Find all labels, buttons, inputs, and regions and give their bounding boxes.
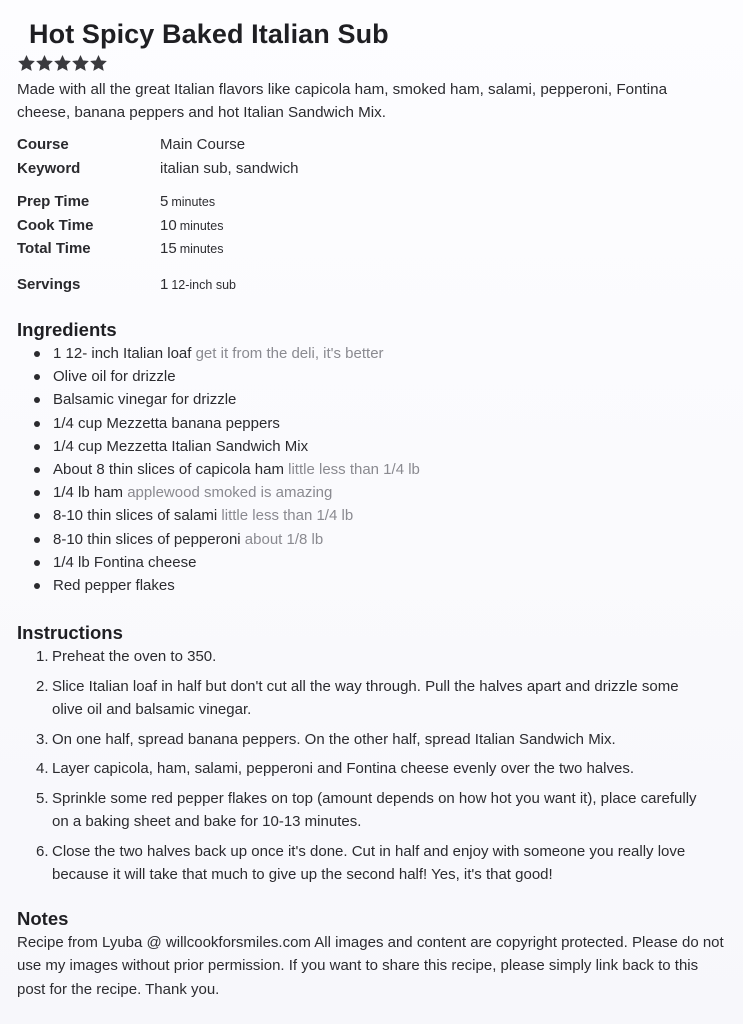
course-value: Main Course <box>160 136 246 153</box>
star-icon <box>72 55 89 72</box>
total-time-unit: minutes <box>179 242 224 256</box>
ingredient-text: 1/4 lb ham <box>53 484 124 502</box>
prep-time-value: 5 <box>160 193 169 210</box>
star-icon <box>90 55 107 72</box>
ingredient-item <box>33 574 729 597</box>
course-label: Course <box>17 136 69 153</box>
notes-text: Recipe from Lyuba @ willcookforsmiles.com All images and content are copyright protected. Please do not use my images without prior permission. If you want to share this recipe, please simply link back to this post for the recipe. Thank you. <box>17 933 724 998</box>
ingredient-item <box>33 551 729 574</box>
notes-heading: Notes <box>17 907 69 929</box>
star-icon <box>36 55 53 72</box>
meta-course <box>17 133 729 157</box>
ingredient-note: little less than 1/4 lb <box>288 460 420 478</box>
ingredient-text: 1/4 cup Mezzetta Italian Sandwich Mix <box>53 437 309 455</box>
ingredient-note: applewood smoked is amazing <box>127 484 333 502</box>
ingredient-text: 1 12- inch Italian loaf <box>53 345 192 362</box>
ingredient-item <box>33 412 729 435</box>
servings-unit: 12-inch sub <box>171 277 236 292</box>
recipe-meta <box>17 133 729 296</box>
ingredient-item <box>33 435 729 458</box>
recipe-title: Hot Spicy Baked Italian Sub <box>29 19 389 49</box>
bullet-icon <box>34 467 40 473</box>
bullet-icon <box>34 374 40 380</box>
step-text: On one half, spread banana peppers. On the other half, spread Italian Sandwich Mix. <box>52 730 616 748</box>
step-text: Slice Italian loaf in half but don't cut all the way through. Pull the halves apart and drizzle some olive oil and balsamic vinegar. <box>52 677 679 719</box>
ingredient-item <box>33 504 729 527</box>
step-number: 6. <box>36 842 49 860</box>
ingredient-text: 1/4 cup Mezzetta banana peppers <box>53 414 280 432</box>
ingredient-item <box>33 388 729 411</box>
cook-time-value: 10 <box>160 216 177 234</box>
bullet-icon <box>34 397 40 403</box>
step-text: Sprinkle some red pepper flakes on top (amount depends on how hot you want it), place carefully on a baking sheet and bake for 10-13 minutes. <box>52 789 697 831</box>
instruction-step <box>17 728 702 752</box>
instruction-step <box>17 840 702 887</box>
instruction-step <box>17 645 702 669</box>
total-time-value: 15 <box>160 240 177 257</box>
ingredient-text: Red pepper flakes <box>53 576 175 594</box>
instruction-step <box>17 675 702 722</box>
meta-total-time <box>17 237 729 261</box>
meta-prep-time <box>17 190 729 214</box>
ingredient-note: about 1/8 lb <box>244 530 324 548</box>
ingredients-list <box>17 342 729 597</box>
ingredient-item <box>33 481 729 504</box>
ingredient-text: 8-10 thin slices of salami <box>53 507 218 525</box>
bullet-icon <box>34 537 40 543</box>
meta-cook-time <box>17 214 729 238</box>
ingredient-note: get it from the deli, it's better <box>195 345 384 362</box>
servings-label: Servings <box>17 275 81 293</box>
keyword-value: italian sub, sandwich <box>160 159 299 177</box>
step-number: 5. <box>36 789 49 807</box>
bullet-icon <box>34 351 40 357</box>
instruction-step <box>17 757 702 781</box>
step-text: Close the two halves back up once it's done. Cut in half and enjoy with someone you really love because it will take that much to give up the second half! Yes, it's that good! <box>52 842 686 884</box>
total-time-label: Total Time <box>17 240 91 257</box>
step-number: 3. <box>36 730 49 748</box>
instruction-step <box>17 787 702 834</box>
bullet-icon <box>34 560 40 566</box>
bullet-icon <box>34 490 40 496</box>
ingredient-text: 1/4 lb Fontina cheese <box>53 553 197 571</box>
prep-time-label: Prep Time <box>17 193 90 210</box>
ingredient-text: Balsamic vinegar for drizzle <box>53 391 237 409</box>
step-number: 2. <box>36 677 49 695</box>
meta-servings <box>17 273 729 297</box>
instructions-list <box>17 645 729 887</box>
instructions-heading: Instructions <box>17 622 123 644</box>
keyword-label: Keyword <box>17 159 81 177</box>
step-number: 1. <box>36 648 49 666</box>
bullet-icon <box>34 444 40 450</box>
prep-time-unit: minutes <box>171 195 216 209</box>
ingredient-text: About 8 thin slices of capicola ham <box>53 460 284 478</box>
servings-value: 1 <box>160 275 169 293</box>
ingredient-item <box>33 458 729 481</box>
star-rating <box>18 52 729 74</box>
ingredient-text: 8-10 thin slices of pepperoni <box>53 530 241 548</box>
ingredient-item <box>33 365 729 388</box>
step-text: Preheat the oven to 350. <box>52 648 217 666</box>
ingredient-note: little less than 1/4 lb <box>221 507 354 525</box>
star-icon <box>54 55 71 72</box>
step-number: 4. <box>36 760 49 778</box>
recipe-card <box>17 16 729 1001</box>
ingredient-item <box>33 342 729 365</box>
bullet-icon <box>34 421 40 427</box>
ingredients-heading: Ingredients <box>17 319 117 340</box>
star-icon <box>18 55 35 72</box>
ingredient-item <box>33 528 729 551</box>
meta-keyword <box>17 157 729 181</box>
cook-time-label: Cook Time <box>17 216 94 234</box>
ingredient-text: Olive oil for drizzle <box>53 368 176 386</box>
bullet-icon <box>34 583 40 589</box>
recipe-summary: Made with all the great Italian flavors like capicola ham, smoked ham, salami, pepperoni, Fontina cheese, banana peppers and hot Italian Sandwich Mix. <box>17 81 668 121</box>
step-text: Layer capicola, ham, salami, pepperoni and Fontina cheese evenly over the two halves. <box>52 760 635 778</box>
cook-time-unit: minutes <box>179 218 224 233</box>
bullet-icon <box>34 513 40 519</box>
